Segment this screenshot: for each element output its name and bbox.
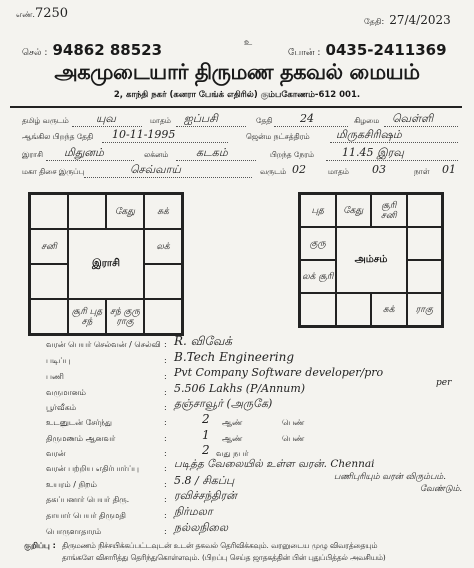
invocation-mark: உ bbox=[244, 38, 253, 48]
job-label: பணி bbox=[46, 372, 64, 381]
education-colon: : bbox=[164, 356, 167, 365]
married-label: திருமணம் ஆனவர் bbox=[46, 434, 116, 443]
footer-note-line-2: தாங்களே விசாரித்து தெரிந்துகொள்ளவும். (பிறப்பு செய்த ஜாதகத்தின் பின் புதுப்பித்தல் அவசியம்) bbox=[62, 553, 386, 562]
dasa-year-value: 02 bbox=[292, 163, 306, 176]
lagnam-value: கடகம் bbox=[196, 146, 228, 159]
name-label: வரன் பெயர் செல்வன் / செல்வி bbox=[46, 340, 161, 349]
weekday-value: வெள்ளி bbox=[392, 112, 434, 125]
rasi-house-7 bbox=[144, 299, 182, 334]
rasi-house-9: சூரி புத சந் bbox=[68, 299, 106, 334]
tamil-year-label: தமிழ் வருடம் bbox=[22, 116, 69, 125]
income-value: 5.506 Lakhs (P/Annum) bbox=[174, 382, 306, 395]
rasi-house-12: சனி bbox=[30, 229, 68, 264]
siblings-label: உடனுடன் சேர்ந்து bbox=[46, 418, 112, 427]
dasa-day-label: நாள் bbox=[414, 167, 430, 176]
income-colon: : bbox=[164, 388, 167, 397]
weekday-label: கிழமை bbox=[354, 116, 380, 125]
form-number bbox=[16, 6, 68, 21]
org-address: 2, காந்தி நகர் (கனரா பேங்க் எதிரில்) கும்பகோணம்-612 001. bbox=[113, 90, 361, 100]
phone-label: போன் : bbox=[288, 48, 321, 58]
amsam-house-3: சூரி சனி bbox=[371, 194, 407, 227]
rasi-house-10 bbox=[30, 299, 68, 334]
rasi-chart-title: இராசி bbox=[68, 229, 144, 299]
dasa-year-label: வருடம் bbox=[260, 167, 287, 176]
education-label: படிப்பு bbox=[46, 356, 71, 365]
expectation-note: பணிபுரியும் வரன் விரும்பம். bbox=[334, 472, 446, 482]
form-number-label: எண். bbox=[16, 10, 35, 19]
mother-value: நிர்மலா bbox=[174, 505, 213, 518]
month-value: ஐப்பசி bbox=[184, 112, 218, 125]
siblings-boy-label: ஆண் bbox=[222, 418, 243, 427]
mother-label: தாயார் பெயர் திருமதி bbox=[46, 511, 126, 520]
star-label: ஜென்ம நட்சத்திரம் bbox=[246, 132, 310, 141]
mother-colon: : bbox=[164, 511, 167, 520]
cell-label: செல் : bbox=[22, 48, 48, 58]
amsam-chart-title: அம்சம் bbox=[336, 227, 407, 293]
native-value: தஞ்சாவூர் (அருகே) bbox=[174, 397, 273, 410]
header-rule bbox=[10, 106, 462, 108]
footer-note-label: குறிப்பு : bbox=[24, 541, 56, 550]
job-value: Pvt Company Software developer/pro bbox=[174, 366, 384, 379]
name-colon: : bbox=[164, 340, 167, 349]
native-label: பூர்வீகம் bbox=[46, 403, 77, 412]
married-boy-label: ஆண் bbox=[222, 434, 243, 443]
english-dob-value: 10-11-1995 bbox=[112, 128, 176, 141]
father-value: ரவிச்சந்திரன் bbox=[174, 489, 237, 502]
dasa-day-value: 01 bbox=[442, 163, 456, 176]
income-label: வருமானம் bbox=[46, 388, 86, 397]
date-label: தேதி: bbox=[364, 17, 385, 26]
birth-time-label: பிறந்த நேரம் bbox=[270, 150, 315, 159]
day-value: 24 bbox=[300, 112, 314, 125]
amsam-house-7: ராகு bbox=[407, 293, 443, 326]
tamil-year-value: யுவ bbox=[96, 112, 116, 125]
cell-value: 94862 88523 bbox=[52, 41, 163, 59]
rasi-house-8: சந் குரு ராகு bbox=[106, 299, 144, 334]
dasa-label: மகா திசை இருப்பு bbox=[22, 167, 85, 176]
job-colon: : bbox=[164, 372, 167, 381]
dasa-month-value: 03 bbox=[372, 163, 386, 176]
expectation-note-2: வேண்டும். bbox=[420, 484, 463, 494]
wealth-colon: : bbox=[164, 527, 167, 536]
height-value: 5.8 / சிகப்பு bbox=[174, 474, 235, 487]
amsam-chart bbox=[298, 192, 444, 328]
rasi-house-3: கேது bbox=[106, 194, 144, 229]
birth-time-value: 11.45 இரவு bbox=[342, 146, 404, 159]
org-name: அகமுடையார் திருமண தகவல் மையம் bbox=[54, 60, 420, 84]
amsam-house-10 bbox=[300, 293, 336, 326]
height-label: உயரம் / நிறம் bbox=[46, 480, 97, 489]
rasi-house-2 bbox=[68, 194, 106, 229]
amsam-house-2: கேது bbox=[336, 194, 372, 227]
date-value: 27/4/2023 bbox=[389, 13, 451, 27]
form-number-value: 7250 bbox=[34, 6, 69, 21]
father-label: தகப்பனார் பெயர் திரு. bbox=[46, 495, 130, 504]
amsam-house-9 bbox=[336, 293, 372, 326]
height-colon: : bbox=[164, 480, 167, 489]
footer-note-line-1: திருமணம் நிச்சயிக்கப்பட்டவுடன் உடன் தகவல் தெரிவிக்கவும். வரனுடைய முழு விவரத்தையும் bbox=[62, 541, 378, 550]
wealth-label: பொருளாதாரம் bbox=[46, 527, 102, 536]
amsam-house-12: குரு bbox=[300, 227, 336, 260]
name-value: R. விவேக் bbox=[174, 334, 232, 348]
groom-colon: : bbox=[164, 449, 167, 458]
married-girl-label: பெண் bbox=[282, 434, 305, 443]
day-line bbox=[274, 126, 348, 127]
amsam-house-5 bbox=[407, 227, 443, 260]
day-label: தேதி bbox=[256, 116, 273, 125]
amsam-house-11: லக் சூரி bbox=[300, 260, 336, 293]
rasi-house-4: சுக் bbox=[144, 194, 182, 229]
rasi-chart bbox=[28, 192, 184, 336]
groom-label: வரன் bbox=[46, 449, 66, 458]
dasa-month-label: மாதம் bbox=[328, 167, 349, 176]
rasi-house-1 bbox=[30, 194, 68, 229]
month-label: மாதம் bbox=[150, 116, 171, 125]
amsam-house-1: புத bbox=[300, 194, 336, 227]
married-boys: 1 bbox=[202, 428, 210, 442]
english-dob-line bbox=[102, 142, 228, 143]
siblings-girl-label: பெண் bbox=[282, 418, 305, 427]
father-colon: : bbox=[164, 495, 167, 504]
expectation-value: படித்த வேலையில் உள்ள வரன். Chennai bbox=[174, 458, 375, 470]
rasi-label: இராசி bbox=[22, 150, 43, 159]
star-value: மிருகசிரிஷம் bbox=[336, 128, 402, 141]
rasi-value: மிதுனம் bbox=[64, 146, 104, 159]
rasi-house-5: லக் bbox=[144, 229, 182, 264]
phone-value: 0435-2411369 bbox=[325, 41, 447, 59]
education-value: B.Tech Engineering bbox=[174, 350, 294, 364]
english-dob-label: ஆங்கில பிறந்த தேதி bbox=[22, 132, 94, 141]
amsam-house-6 bbox=[407, 260, 443, 293]
expectation-colon: : bbox=[164, 464, 167, 473]
rasi-house-11 bbox=[30, 264, 68, 299]
dasa-value: செவ்வாய் bbox=[130, 163, 181, 176]
groom-rank-suffix: வது நபர் bbox=[216, 449, 249, 458]
job-value-overflow: per bbox=[436, 378, 452, 388]
siblings-colon: : bbox=[164, 418, 167, 427]
siblings-boys: 2 bbox=[202, 412, 210, 426]
amsam-house-4 bbox=[407, 194, 443, 227]
married-colon: : bbox=[164, 434, 167, 443]
header-date bbox=[364, 9, 451, 28]
expectation-label: வரன் பற்றிய எதிர்பார்ப்பு bbox=[46, 464, 139, 473]
native-colon: : bbox=[164, 403, 167, 412]
wealth-value: நல்லநிலை bbox=[174, 521, 228, 534]
groom-rank: 2 bbox=[202, 443, 210, 457]
lagnam-label: லக்னம் bbox=[144, 150, 169, 159]
rasi-house-6 bbox=[144, 264, 182, 299]
cell-number bbox=[22, 40, 162, 59]
phone-number bbox=[288, 40, 447, 59]
amsam-house-8: சுக் bbox=[371, 293, 407, 326]
